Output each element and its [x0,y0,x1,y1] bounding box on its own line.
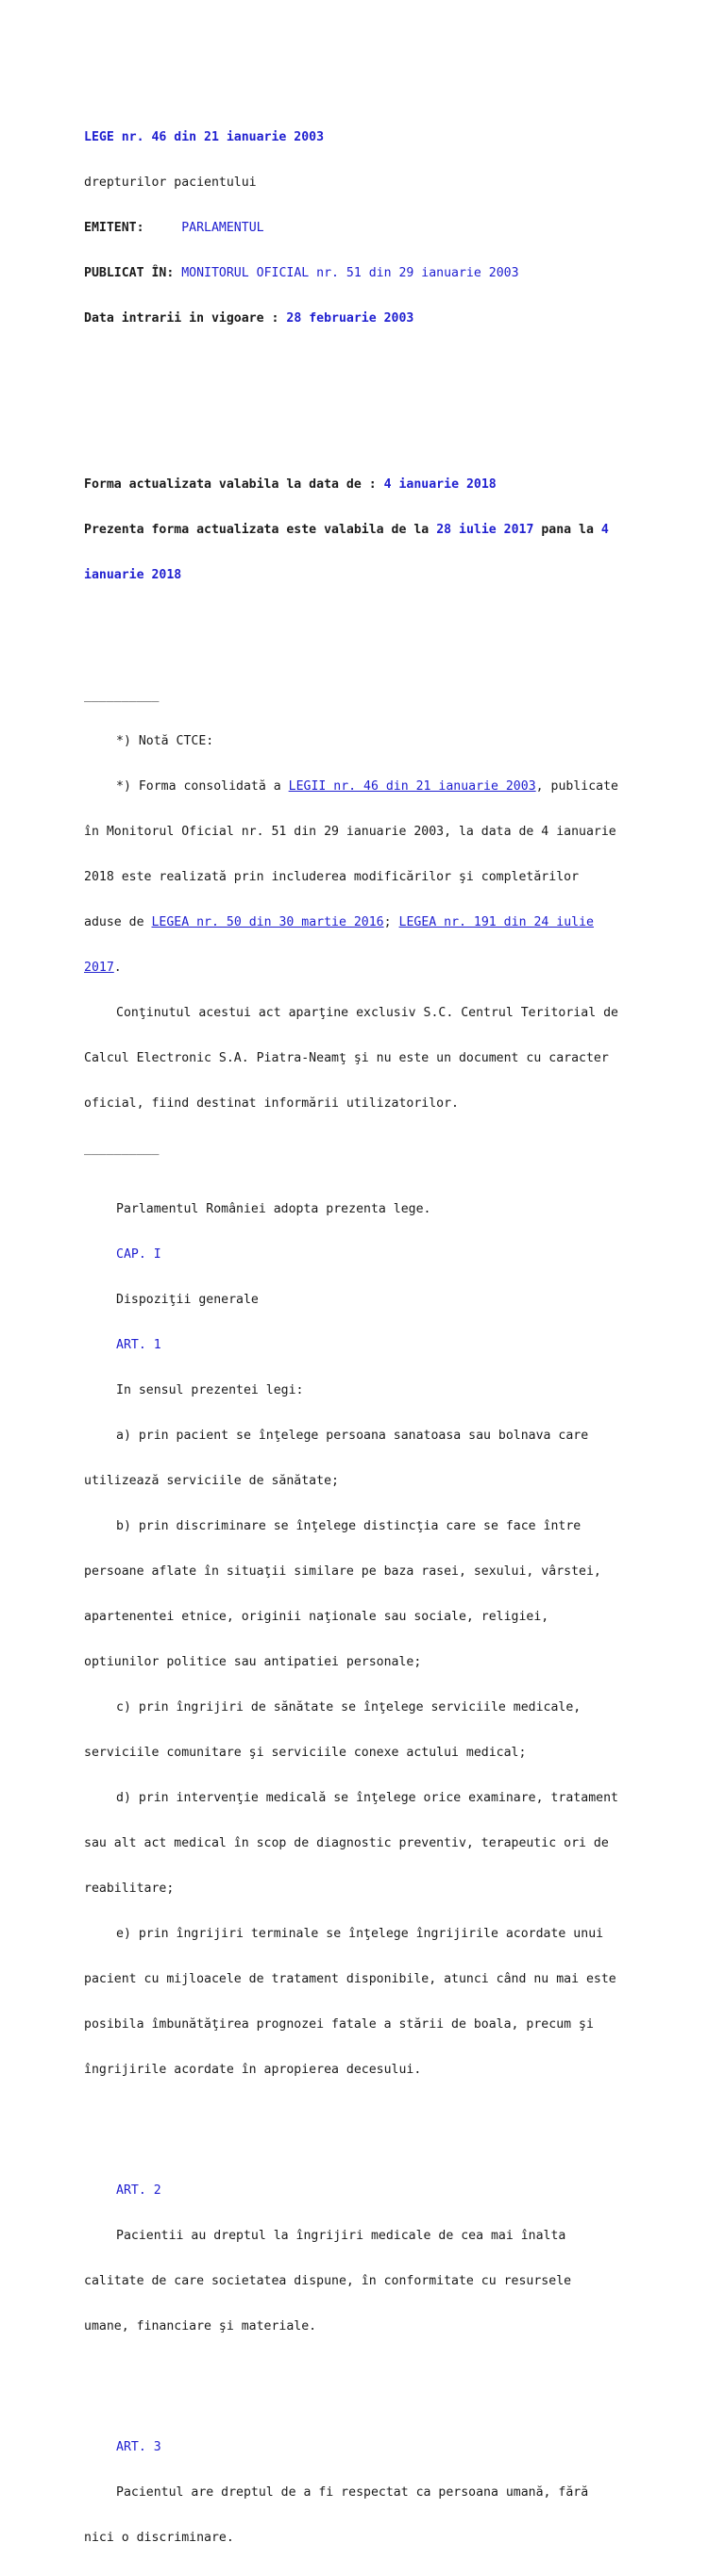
note-rule-top: __________ [84,689,160,703]
note-title: *) Notă CTCE: [116,734,214,748]
law-title: LEGE nr. 46 din 21 ianuarie 2003 [84,130,325,144]
article-1-b-line2: persoane aflate în situaţii similare pe baza rasei, sexului, vârstei, [84,1564,601,1579]
article-2-line3: umane, financiare şi materiale. [84,2319,317,2333]
article-1-a-line1: a) prin pacient se înţelege persoana sanatoasa sau bolnava care [116,1429,589,1443]
note-p1-line2: în Monitorul Oficial nr. 51 din 29 ianuarie 2003, la data de 4 ianuarie [84,825,616,839]
article-3-heading: ART. 3 [116,2440,161,2454]
link-legea-191-year[interactable]: 2017 [84,961,114,975]
note-text: ; [383,915,392,929]
article-2-line1: Pacientii au dreptul la îngrijiri medicale de cea mai înalta [116,2229,566,2243]
link-legii-46[interactable]: LEGII nr. 46 din 21 ianuarie 2003 [288,779,536,794]
chapter-title: Dispoziţii generale [116,1293,259,1307]
law-subject: drepturilor pacientului [84,176,257,190]
note-p1-line5 [84,961,650,976]
note-text: . [113,961,122,975]
validity-line-2 [84,523,650,538]
article-1-b-line4: optiunilor politice sau antipatiei personale; [84,1655,422,1669]
article-1-b-line1: b) prin discriminare se înţelege distincţia care se face între [116,1519,582,1533]
link-legea-191[interactable]: LEGEA nr. 191 din 24 iulie [398,915,594,929]
note-p1-line1 [84,779,650,795]
validity-line-1 [84,477,650,493]
article-2-line2: calitate de care societatea dispune, în conformitate cu resursele [84,2274,572,2288]
article-1-c-line1: c) prin îngrijiri de sănătate se înţelege serviciile medicale, [116,1700,582,1715]
note-rule-bottom: __________ [84,1142,160,1156]
article-1-b-line3: apartenentei etnice, originii naţionale sau sociale, religiei, [84,1610,549,1624]
article-1-e-line4: îngrijirile acordate în apropierea decesului. [84,2063,422,2077]
note-p1-line4 [84,915,650,930]
note-p1-line3: 2018 este realizată prin includerea modificărilor şi completărilor [84,870,580,884]
adopt-line: Parlamentul României adopta prezenta lege. [116,1202,431,1216]
vigoare-value: 28 februarie 2003 [286,311,414,326]
note-p2-line1: Conţinutul acestui act aparţine exclusiv S.C. Centrul Teritorial de [116,1006,618,1020]
article-1-c-line2: serviciile comunitare şi serviciile conexe actului medical; [84,1746,527,1760]
validity-prefix: Prezenta forma actualizata este valabila de la [84,523,430,537]
article-1-d-line2: sau alt act medical în scop de diagnostic preventiv, terapeutic ori de [84,1836,609,1850]
article-1-e-line2: pacient cu mijloacele de tratament disponibile, atunci când nu mai este [84,1972,616,1986]
law-document [84,85,650,2576]
validity-label: Forma actualizata valabila la data de : [84,477,377,492]
validity-date: 4 ianuarie 2018 [383,477,497,492]
note-text: , publicate [535,779,618,794]
article-1-heading: ART. 1 [116,1338,161,1352]
article-3-line1: Pacientul are dreptul de a fi respectat ca persoana umană, fără [116,2485,589,2500]
note-text: *) Forma consolidată a [116,779,281,794]
publicat-value: MONITORUL OFICIAL nr. 51 din 29 ianuarie 2003 [181,266,519,280]
note-text: aduse de [84,915,144,929]
vigoare-label: Data intrarii in vigoare : [84,311,279,326]
validity-to-part2: ianuarie 2018 [84,568,182,582]
article-1-d-line1: d) prin intervenţie medicală se înţelege orice examinare, tratament [116,1791,618,1805]
validity-from: 28 iulie 2017 [436,523,534,537]
publicat-label: PUBLICAT ÎN: [84,266,175,280]
article-1-d-line3: reabilitare; [84,1882,175,1896]
validity-mid: pana la [541,523,594,537]
vigoare-row [84,311,650,326]
article-1-a-line2: utilizează serviciile de sănătate; [84,1474,339,1488]
note-p2-line2: Calcul Electronic S.A. Piatra-Neamţ şi nu este un document cu caracter [84,1051,609,1065]
emitent-row [84,221,650,236]
article-1-e-line1: e) prin îngrijiri terminale se înţelege îngrijirile acordate unui [116,1927,604,1941]
chapter-heading: CAP. I [116,1247,161,1262]
validity-to-part1: 4 [600,523,609,537]
note-p2-line3: oficial, fiind destinat informării utilizatorilor. [84,1096,459,1111]
article-3-line2: nici o discriminare. [84,2531,234,2545]
publicat-row [84,266,650,281]
link-legea-50[interactable]: LEGEA nr. 50 din 30 martie 2016 [151,915,384,929]
emitent-label: EMITENT: [84,221,144,235]
article-1-intro: In sensul prezentei legi: [116,1383,304,1397]
article-2-heading: ART. 2 [116,2183,161,2198]
emitent-value: PARLAMENTUL [181,221,264,235]
article-1-e-line3: posibila îmbunătăţirea prognozei fatale a stării de boala, precum şi [84,2017,594,2032]
